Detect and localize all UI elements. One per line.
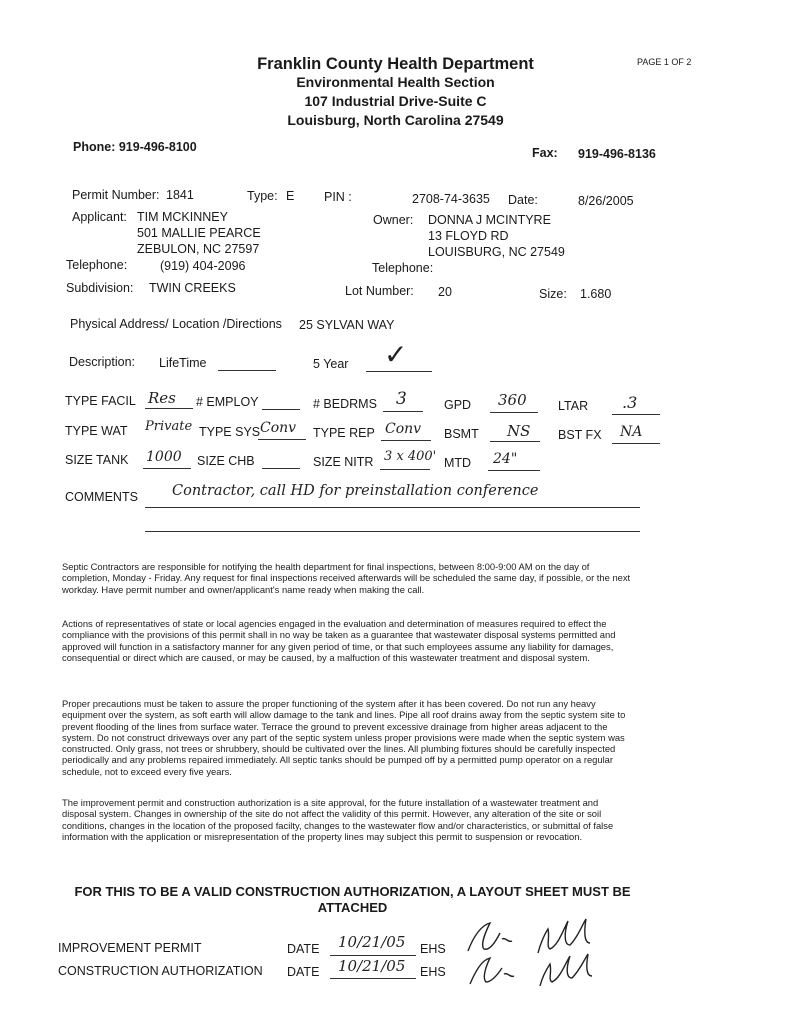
employ-label: # EMPLOY xyxy=(196,395,259,409)
gpd-value: 360 xyxy=(498,391,527,409)
permit-number: 1841 xyxy=(166,188,194,202)
type-sys-label: TYPE SYS xyxy=(199,425,261,439)
phone-row xyxy=(73,140,197,154)
street-address: 107 Industrial Drive-Suite C xyxy=(304,93,487,109)
improvement-ehs-label: EHS xyxy=(420,942,446,956)
ltar-label: LTAR xyxy=(558,399,589,413)
paragraph-text: Proper precautions must be taken to assure the proper functioning of the system after it has been covered. Do not run any heavy equipment over the system, as soft earth will allow damage to the tank and lines. Pipe all roof drains away from the septic system site to prevent flooding of the lines from surface water. Terrace the ground to prevent excessive drainage from higher areas adjacent to the system. Do not construct driveways over any part of the septic system unless proper provisions were made when the septic system was constructed. Only grass, not trees or shrubbery, should be cultivated over the lines. All plumbing fixtures should be carefully inspected periodically and any problems repaired immediately. All septic tanks should be pumped off by a permitted pump operator on a regular schedule, not to exceed every five years. xyxy=(62,698,626,777)
bsmt-value: NS xyxy=(507,422,531,440)
comments-line-2 xyxy=(145,531,640,532)
type-rep-blank xyxy=(381,440,431,441)
pin-value: 2708-74-3635 xyxy=(412,192,490,206)
paragraph-liability xyxy=(62,618,632,663)
size-value: 1.680 xyxy=(580,287,612,301)
owner-name: DONNA J MCINTYRE xyxy=(428,213,551,227)
applicant-street: 501 MALLIE PEARCE xyxy=(137,226,261,240)
gpd-label: GPD xyxy=(444,398,472,412)
permit-number-label: Permit Number: xyxy=(72,188,160,202)
paragraph-validity xyxy=(62,797,632,842)
paragraph-text: The improvement permit and construction authorization is a site approval, for the future installation of a wastewater treatment and disposal system. Changes in ownership of the site do not affect the validity of this permit. However, any alteration of the site or soil conditions, changes in the location of the proposed facilty, changes to the wastewater flow and/or characteristics, or submittal of false information with the application or misrepresentation of the property lines may subject this permit to suspension or revocation. xyxy=(62,797,614,842)
fax-label: Fax: xyxy=(532,146,558,160)
type-wat-label: TYPE WAT xyxy=(65,424,128,438)
size-chb-label: SIZE CHB xyxy=(197,454,255,468)
type-facil-value: Res xyxy=(148,389,176,407)
construction-date-blank xyxy=(330,978,416,979)
ltar-blank xyxy=(612,414,660,415)
layout-notice-line-1: FOR THIS TO BE A VALID CONSTRUCTION AUTHORIZATION, A LAYOUT SHEET MUST BE xyxy=(74,884,631,899)
bedrms-blank xyxy=(383,411,423,412)
bedrms-value: 3 xyxy=(396,389,407,409)
type-facil-label: TYPE FACIL xyxy=(65,394,136,408)
comments-label: COMMENTS xyxy=(65,490,138,504)
section-name: Environmental Health Section xyxy=(296,74,495,90)
owner-city: LOUISBURG, NC 27549 xyxy=(428,245,565,259)
type-label: Type: xyxy=(247,189,278,203)
mtd-value: 24" xyxy=(493,451,518,467)
address-value: 25 SYLVAN WAY xyxy=(299,318,395,332)
size-tank-label: SIZE TANK xyxy=(65,453,129,467)
type-wat-value: Private xyxy=(145,419,193,434)
date-value: 8/26/2005 xyxy=(578,194,634,208)
subdivision-value: TWIN CREEKS xyxy=(149,281,236,295)
lifetime-label: LifeTime xyxy=(159,356,207,370)
construction-date-label: DATE xyxy=(287,965,320,979)
type-rep-label: TYPE REP xyxy=(313,426,375,440)
subdivision-label: Subdivision: xyxy=(66,281,134,295)
comments-value: Contractor, call HD for preinstallation conference xyxy=(172,483,539,499)
owner-telephone-label: Telephone: xyxy=(372,261,434,275)
phone-label: Phone: xyxy=(73,140,116,154)
bsmt-blank xyxy=(490,441,540,442)
applicant-label: Applicant: xyxy=(72,210,127,224)
size-nitr-value: 3 x 400' xyxy=(384,449,437,464)
paragraph-inspections xyxy=(62,561,632,595)
ltar-value: .3 xyxy=(622,393,638,412)
applicant-city: ZEBULON, NC 27597 xyxy=(137,242,260,256)
employ-blank xyxy=(262,409,300,410)
lot-label: Lot Number: xyxy=(345,284,414,298)
bedrms-label: # BEDRMS xyxy=(313,397,377,411)
paragraph-text: Actions of representatives of state or local agencies engaged in the evaluation and determination of measures required to effect the compliance with the provisions of this permit shall in no way be taken as a guarantee that wastewater disposal systems permitted and approved will function in a satisfactory manner for any given period of time, or that such employees assume any liability for damages, consequential or direct which are caused, or may be caused, by a malfuction of this wastewater treatment and disposal system. xyxy=(62,618,616,663)
construction-ehs-label: EHS xyxy=(420,965,446,979)
construction-signature xyxy=(460,946,610,988)
owner-street: 13 FLOYD RD xyxy=(428,229,509,243)
size-tank-blank xyxy=(143,468,191,469)
owner-label: Owner: xyxy=(373,213,414,227)
applicant-name: TIM MCKINNEY xyxy=(137,210,228,224)
mtd-blank xyxy=(488,470,540,471)
lot-value: 20 xyxy=(438,285,452,299)
type-value: E xyxy=(286,189,295,203)
five-year-checkmark: ✓ xyxy=(384,338,408,371)
type-sys-value: Conv xyxy=(260,420,297,436)
comments-line-1 xyxy=(145,507,640,508)
construction-authorization-label: CONSTRUCTION AUTHORIZATION xyxy=(58,964,263,978)
size-nitr-label: SIZE NITR xyxy=(313,455,374,469)
city-address: Louisburg, North Carolina 27549 xyxy=(287,112,504,128)
paragraph-precautions xyxy=(62,698,632,777)
improvement-date: 10/21/05 xyxy=(338,933,406,951)
pin-label: PIN : xyxy=(324,190,352,204)
layout-notice-line-2: ATTACHED xyxy=(317,900,388,915)
five-year-blank xyxy=(366,371,432,372)
description-label: Description: xyxy=(69,355,135,369)
type-sys-blank xyxy=(258,439,306,440)
bst-fx-value: NA xyxy=(620,424,643,440)
lifetime-blank xyxy=(218,370,276,371)
bst-fx-blank xyxy=(612,443,660,444)
phone-number: 919-496-8100 xyxy=(118,140,197,154)
type-facil-blank xyxy=(145,408,193,409)
improvement-permit-label: IMPROVEMENT PERMIT xyxy=(58,941,202,955)
date-label: Date: xyxy=(508,193,538,207)
bsmt-label: BSMT xyxy=(444,427,479,441)
org-name: Franklin County Health Department xyxy=(257,55,534,73)
page-number: PAGE 1 OF 2 xyxy=(637,57,692,67)
type-rep-value: Conv xyxy=(385,421,422,437)
size-label: Size: xyxy=(539,287,567,301)
five-year-label: 5 Year xyxy=(313,357,349,371)
construction-date: 10/21/05 xyxy=(338,957,406,975)
improvement-date-blank xyxy=(330,955,416,956)
paragraph-text: Septic Contractors are responsible for notifying the health department for final inspections, between 8:00-9:00 AM on the day of completion, Monday - Friday. Any request for final inspections received afterwards will be scheduled the same day, if possible, or the next workday. Have permit number and owner/applicant's name ready when making the call. xyxy=(62,561,631,595)
bst-fx-label: BST FX xyxy=(558,428,602,442)
size-nitr-blank xyxy=(380,469,430,470)
size-tank-value: 1000 xyxy=(146,449,182,465)
size-chb-blank xyxy=(262,468,300,469)
improvement-date-label: DATE xyxy=(287,942,320,956)
applicant-telephone-label: Telephone: xyxy=(66,258,128,272)
applicant-telephone: (919) 404-2096 xyxy=(160,259,246,273)
gpd-blank xyxy=(490,412,538,413)
fax-number: 919-496-8136 xyxy=(578,147,656,161)
mtd-label: MTD xyxy=(444,456,472,470)
address-label: Physical Address/ Location /Directions xyxy=(70,317,282,331)
